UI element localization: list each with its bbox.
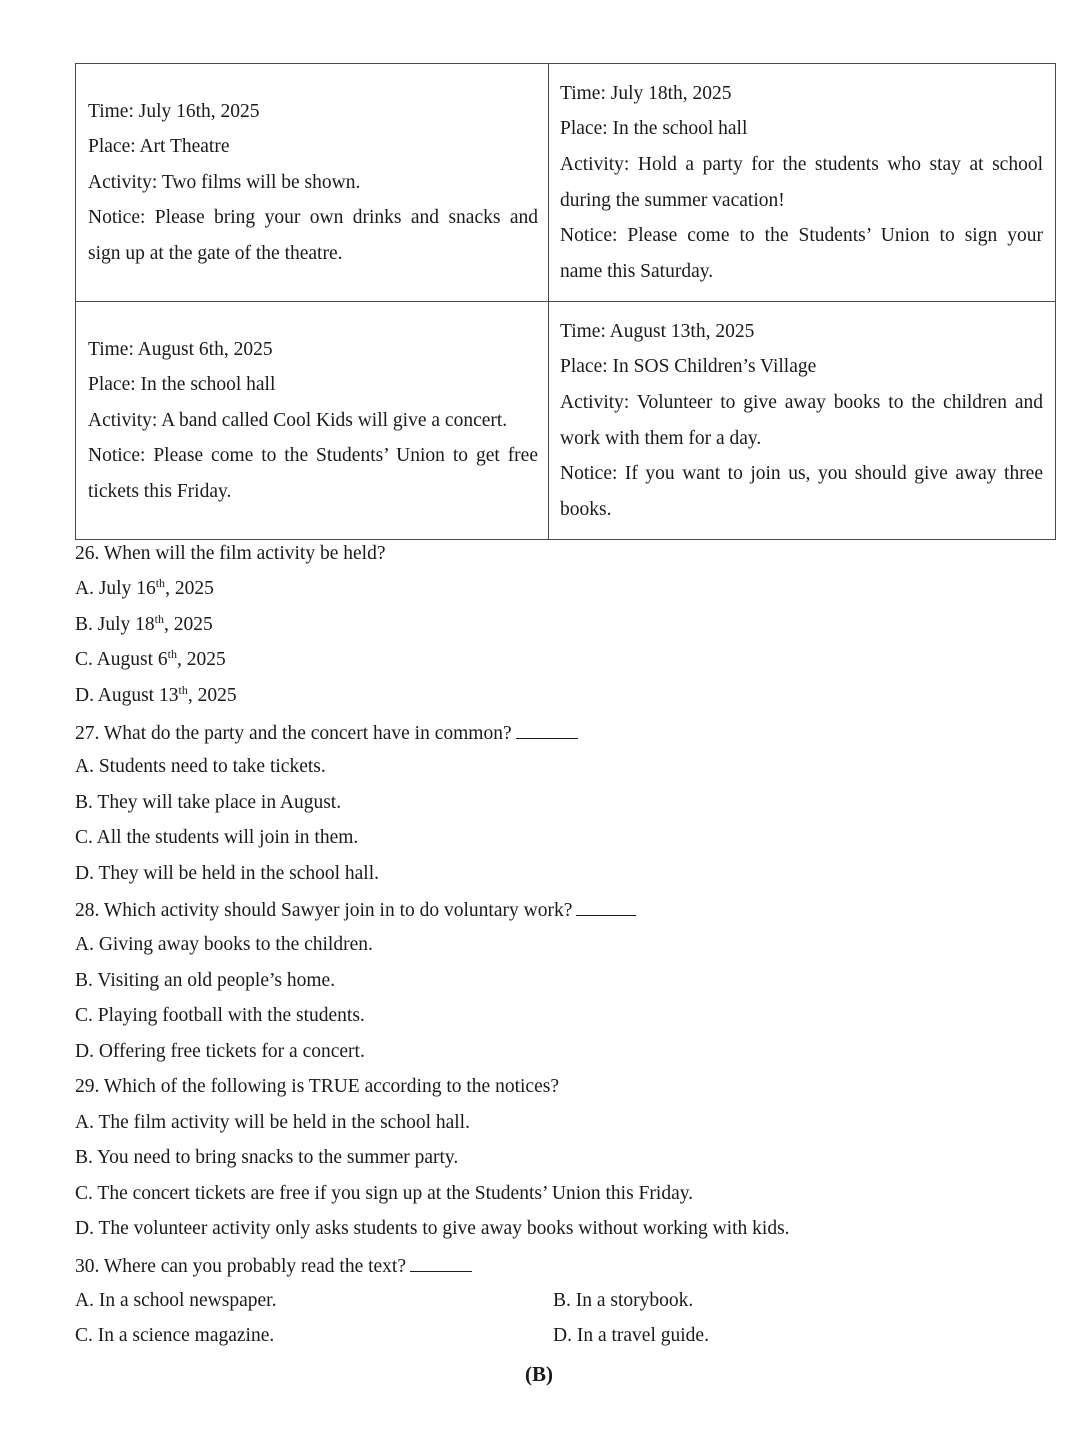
question-26-option-a: A. July 16th, 2025 — [75, 576, 214, 599]
question-27-option-c: C. All the students will join in them. — [75, 827, 359, 848]
notice-cell-concert — [76, 302, 549, 539]
question-28-option-a: A. Giving away books to the children. — [75, 934, 373, 955]
notice-text: Notice: If you want to join us, you should give away three books. — [560, 463, 1043, 520]
answer-blank — [576, 897, 636, 916]
notice-place: Place: Art Theatre — [88, 136, 230, 158]
notice-time: Time: August 13th, 2025 — [560, 320, 755, 342]
question-29-option-b: B. You need to bring snacks to the summer party. — [75, 1147, 459, 1168]
question-27-option-b: B. They will take place in August. — [75, 792, 342, 813]
notice-time: Time: July 16th, 2025 — [88, 100, 260, 122]
notice-text: Notice: Please bring your own drinks and snacks and sign up at the gate of the theatre. — [88, 207, 538, 264]
notice-activity: Activity: A band called Cool Kids will give a concert. — [88, 409, 508, 431]
question-29-stem: 29. Which of the following is TRUE according to the notices? — [75, 1076, 559, 1097]
question-27-option-a: A. Students need to take tickets. — [75, 756, 326, 777]
question-30-option-d: D. In a travel guide. — [553, 1325, 709, 1346]
notice-place: Place: In the school hall — [88, 374, 276, 396]
question-30-option-c: C. In a science magazine. — [75, 1325, 275, 1346]
notice-cell-party — [549, 64, 1055, 302]
notice-time: Time: August 6th, 2025 — [88, 338, 273, 360]
question-27-stem: 27. What do the party and the concert have in common? — [75, 720, 578, 746]
question-30-option-b: B. In a storybook. — [553, 1290, 694, 1311]
question-26-stem: 26. When will the film activity be held? — [75, 543, 386, 564]
question-28-stem: 28. Which activity should Sawyer join in to do voluntary work? — [75, 897, 636, 923]
question-26-option-c: C. August 6th, 2025 — [75, 647, 226, 670]
notice-activity: Activity: Two films will be shown. — [88, 171, 361, 193]
question-26-option-b: B. July 18th, 2025 — [75, 612, 213, 635]
section-label: (B) — [525, 1362, 553, 1386]
question-27-option-d: D. They will be held in the school hall. — [75, 863, 380, 884]
notice-place: Place: In SOS Children’s Village — [560, 356, 817, 378]
notice-cell-volunteer — [549, 302, 1055, 539]
question-30-option-a: A. In a school newspaper. — [75, 1290, 277, 1311]
question-29-option-d: D. The volunteer activity only asks students to give away books without working with kids. — [75, 1218, 790, 1239]
notice-cell-film — [76, 64, 549, 302]
question-28-option-d: D. Offering free tickets for a concert. — [75, 1041, 365, 1062]
notice-place: Place: In the school hall — [560, 118, 748, 140]
question-30-stem: 30. Where can you probably read the text? — [75, 1253, 472, 1279]
question-26-option-d: D. August 13th, 2025 — [75, 683, 237, 706]
notice-activity: Activity: Volunteer to give away books to the children and work with them for a day. — [560, 391, 1043, 449]
question-28-option-c: C. Playing football with the students. — [75, 1005, 365, 1026]
notice-table — [75, 63, 1056, 540]
answer-blank — [410, 1253, 472, 1272]
question-29-option-a: A. The film activity will be held in the school hall. — [75, 1112, 470, 1133]
notice-activity: Activity: Hold a party for the students who stay at school during the summer vacation! — [560, 153, 1043, 211]
notice-text: Notice: Please come to the Students’ Union to sign your name this Saturday. — [560, 225, 1043, 282]
notice-time: Time: July 18th, 2025 — [560, 82, 732, 104]
question-29-option-c: C. The concert tickets are free if you sign up at the Students’ Union this Friday. — [75, 1183, 694, 1204]
notice-text: Notice: Please come to the Students’ Union to get free tickets this Friday. — [88, 445, 538, 502]
question-28-option-b: B. Visiting an old people’s home. — [75, 970, 336, 991]
answer-blank — [516, 720, 578, 739]
